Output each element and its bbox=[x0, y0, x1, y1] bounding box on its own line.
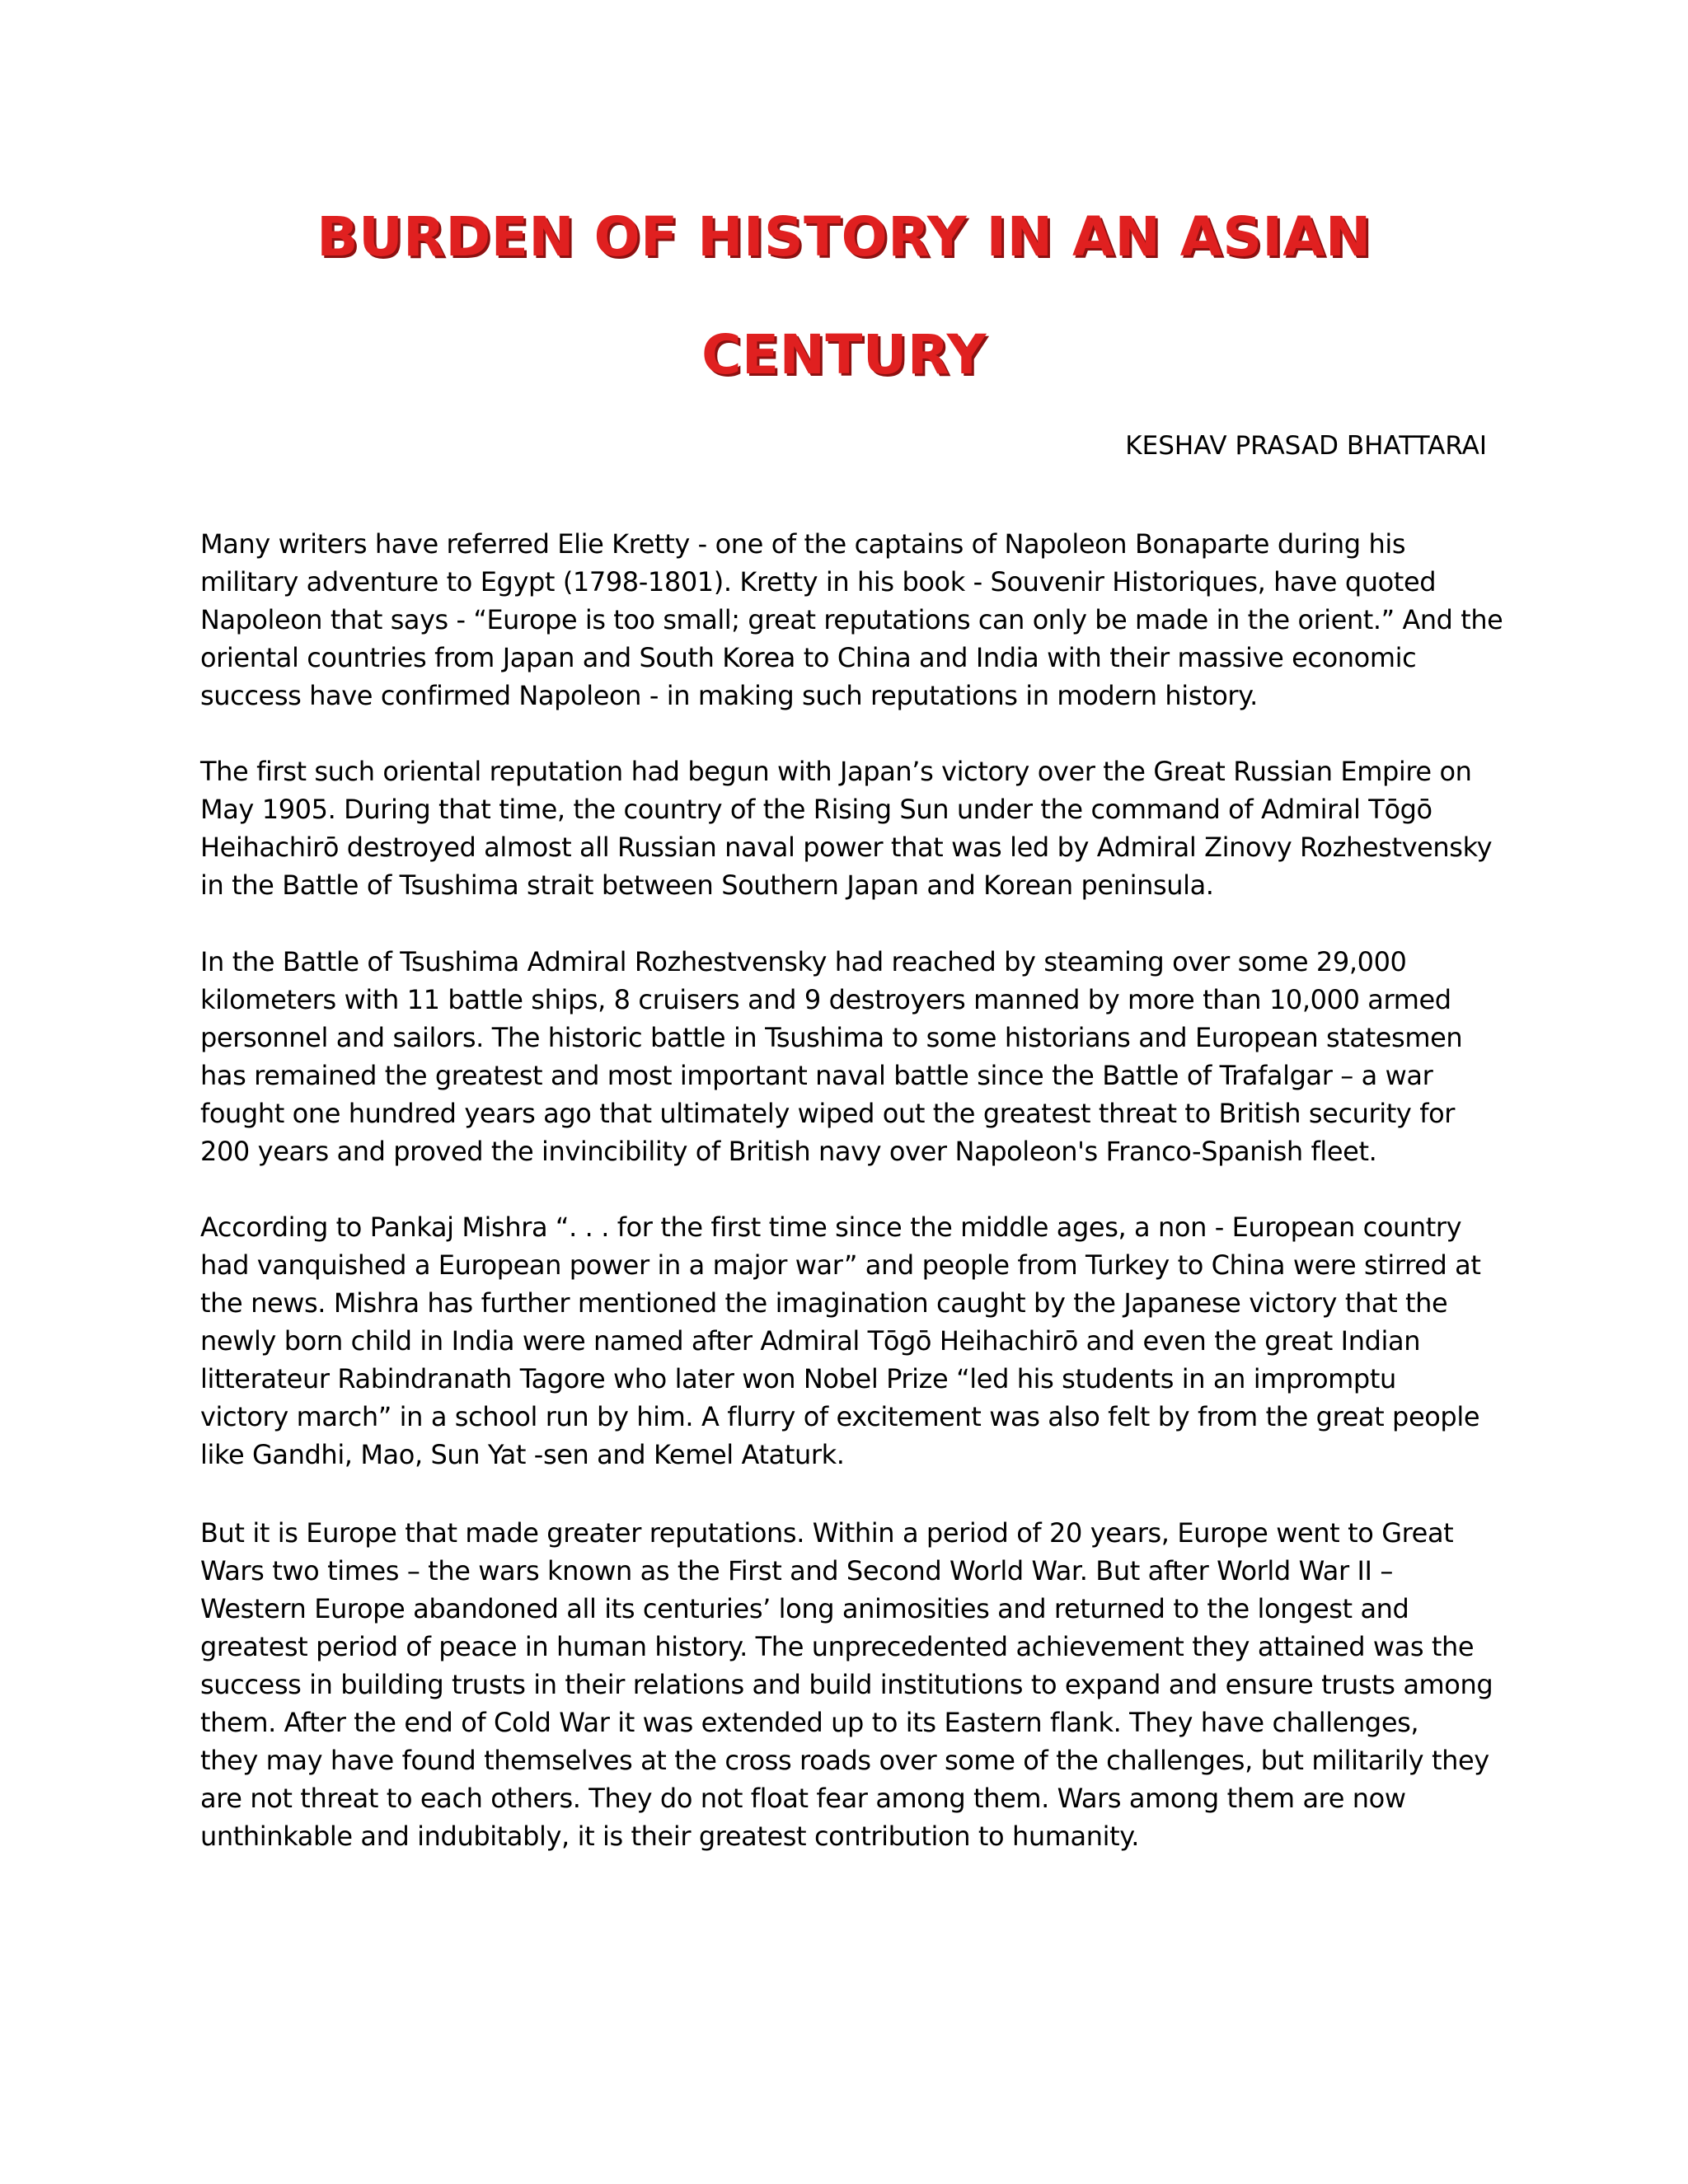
text-line: Wars two times – the wars known as the First and Second World War. But after World War II – bbox=[200, 1555, 1393, 1586]
text-line: success have confirmed Napoleon - in making such reputations in modern history. bbox=[200, 680, 1258, 711]
text-line: personnel and sailors. The historic battle in Tsushima to some historians and European statesmen bbox=[200, 1022, 1463, 1053]
text-line: newly born child in India were named after Admiral Tōgō Heihachirō and even the great Indian bbox=[200, 1325, 1421, 1357]
text-line: Many writers have referred Elie Kretty - one of the captains of Napoleon Bonaparte during his bbox=[200, 528, 1406, 560]
text-line: litterateur Rabindranath Tagore who later won Nobel Prize “led his students in an impromptu bbox=[200, 1363, 1396, 1394]
text-line: victory march” in a school run by him. A flurry of excitement was also felt by from the great people bbox=[200, 1401, 1480, 1432]
paragraph-5 bbox=[200, 1514, 1503, 1855]
text-line: them. After the end of Cold War it was extended up to its Eastern flank. They have challenges, bbox=[200, 1707, 1419, 1738]
text-line: in the Battle of Tsushima strait between Southern Japan and Korean peninsula. bbox=[200, 869, 1214, 901]
text-line: had vanquished a European power in a major war” and people from Turkey to China were stirred at bbox=[200, 1249, 1481, 1281]
text-line: unthinkable and indubitably, it is their greatest contribution to humanity. bbox=[200, 1821, 1139, 1852]
author-name: KESHAV PRASAD BHATTARAI bbox=[1125, 431, 1487, 461]
text-line: military adventure to Egypt (1798-1801). Kretty in his book - Souvenir Historiques, have quoted bbox=[200, 566, 1437, 598]
text-line: kilometers with 11 battle ships, 8 cruisers and 9 destroyers manned by more than 10,000 armed bbox=[200, 984, 1451, 1015]
paragraph-4 bbox=[200, 1208, 1503, 1474]
paragraph-1 bbox=[200, 525, 1503, 715]
text-line: Heihachirō destroyed almost all Russian naval power that was led by Admiral Zinovy Rozhestvensky bbox=[200, 832, 1493, 863]
text-line: But it is Europe that made greater reputations. Within a period of 20 years, Europe went to Great bbox=[200, 1517, 1454, 1549]
text-line: fought one hundred years ago that ultimately wiped out the greatest threat to British security for bbox=[200, 1098, 1456, 1129]
paragraph-2 bbox=[200, 752, 1503, 904]
text-line: 200 years and proved the invincibility of British navy over Napoleon's Franco-Spanish fleet. bbox=[200, 1136, 1377, 1167]
text-line: oriental countries from Japan and South Korea to China and India with their massive economic bbox=[200, 642, 1417, 673]
text-line: are not threat to each others. They do not float fear among them. Wars among them are now bbox=[200, 1783, 1406, 1814]
title-line-2: CENTURY bbox=[701, 323, 987, 387]
text-line: In the Battle of Tsushima Admiral Rozhestvensky had reached by steaming over some 29,000 bbox=[200, 946, 1407, 977]
text-line: According to Pankaj Mishra “. . . for the first time since the middle ages, a non - European country bbox=[200, 1212, 1462, 1243]
text-line: has remained the greatest and most important naval battle since the Battle of Trafalgar – a war bbox=[200, 1060, 1433, 1091]
text-line: greatest period of peace in human history. The unprecedented achievement they attained was the bbox=[200, 1631, 1475, 1662]
text-line: the news. Mishra has further mentioned the imagination caught by the Japanese victory that the bbox=[200, 1287, 1448, 1319]
text-line: The first such oriental reputation had begun with Japan’s victory over the Great Russian Empire on bbox=[200, 756, 1472, 787]
text-line: Napoleon that says - “Europe is too small; great reputations can only be made in the orient.” And the bbox=[200, 604, 1503, 635]
text-line: like Gandhi, Mao, Sun Yat -sen and Kemel Ataturk. bbox=[200, 1439, 845, 1470]
text-line: they may have found themselves at the cross roads over some of the challenges, but militarily they bbox=[200, 1745, 1489, 1776]
text-line: May 1905. During that time, the country of the Rising Sun under the command of Admiral Tōgō bbox=[200, 794, 1432, 825]
text-line: Western Europe abandoned all its centuries’ long animosities and returned to the longest and bbox=[200, 1593, 1409, 1624]
text-line: success in building trusts in their relations and build institutions to expand and ensure trusts among bbox=[200, 1669, 1493, 1700]
title-line-1: BURDEN OF HISTORY IN AN ASIAN bbox=[316, 205, 1372, 269]
paragraph-3 bbox=[200, 943, 1503, 1170]
